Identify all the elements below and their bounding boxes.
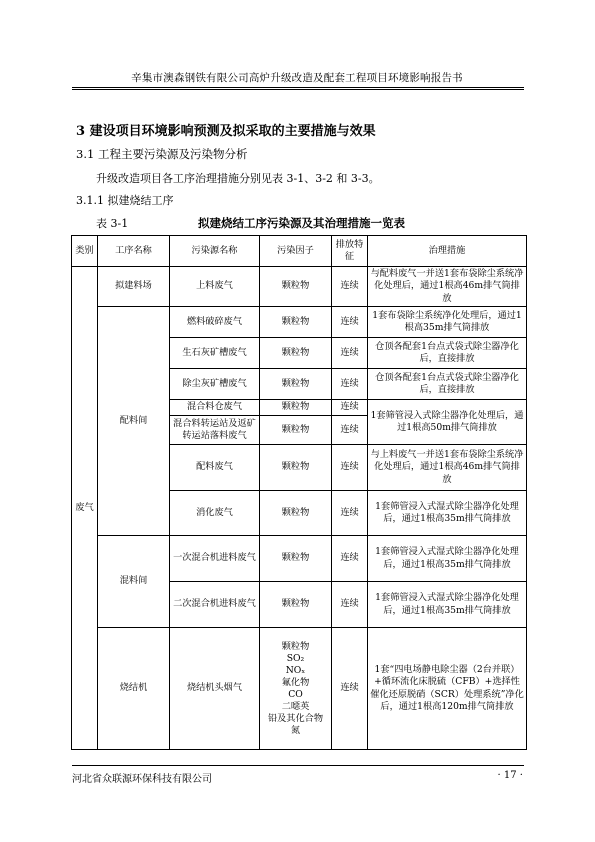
source-cell: 烧结机头烟气 [170,628,260,750]
emit-cell: 连续 [332,307,368,338]
source-cell: 二次混合机进料废气 [170,582,260,628]
emit-cell: 连续 [332,416,368,445]
measure-cell: 1套筛管浸入式除尘器净化处理后，通过1根高50m排气筒排放 [368,400,527,445]
factor-cell: 颗粒物 [260,369,332,400]
source-cell: 配料废气 [170,445,260,491]
col-header: 类别 [72,236,98,267]
source-cell: 上料废气 [170,267,260,307]
emit-cell: 连续 [332,338,368,369]
emit-cell: 连续 [332,445,368,491]
col-header: 污染源名称 [170,236,260,267]
process-cell: 混料间 [98,536,170,628]
emit-cell: 连续 [332,582,368,628]
body-paragraph: 升级改造项目各工序治理措施分别见表 3-1、3-2 和 3-3。 [96,172,380,185]
source-cell: 生石灰矿槽废气 [170,338,260,369]
measure-cell: 1套筛管浸入式湿式除尘器净化处理后，通过1根高35m排气筒排放 [368,582,527,628]
process-cell: 拟建料场 [98,267,170,307]
col-header: 污染因子 [260,236,332,267]
table-row [72,267,527,307]
table-row [72,628,527,750]
measure-cell: 与配料废气一并送1套布袋除尘系统净化处理后，通过1根高46m排气筒排放 [368,267,527,307]
header-rule-2 [72,89,524,90]
measure-cell: 1套筛管浸入式湿式除尘器净化处理后，通过1根高35m排气筒排放 [368,491,527,536]
pollution-source-table [71,235,527,750]
footer-rule [72,765,524,766]
emit-cell: 连续 [332,491,368,536]
process-cell: 烧结机 [98,628,170,750]
col-header: 排放特征 [332,236,368,267]
factor-cell: 颗粒物 [260,338,332,369]
table-row [72,536,527,582]
measure-cell: 1套筛管浸入式湿式除尘器净化处理后，通过1根高35m排气筒排放 [368,536,527,582]
process-cell: 配料间 [98,307,170,536]
table-title: 拟建烧结工序污染源及其治理措施一览表 [198,216,405,230]
factor-cell: 颗粒物 [260,445,332,491]
table-number: 表 3-1 [96,217,129,230]
subsection-heading: 3.1 工程主要污染源及污染物分析 [76,147,248,161]
col-header: 工序名称 [98,236,170,267]
factor-cell: 颗粒物 [260,400,332,416]
table-header-row [72,236,527,267]
measure-cell: 1套“四电场静电除尘器（2台并联）+循环流化床脱硫（CFB）+选择性催化还原脱硝（SCR）处理系统”净化后，通过1根高120m排气筒排放 [368,628,527,750]
source-cell: 混合料仓废气 [170,400,260,416]
source-cell: 消化废气 [170,491,260,536]
header-rule [72,87,524,88]
source-cell: 燃料破碎废气 [170,307,260,338]
factor-cell: 颗粒物 SO₂ NOₓ 氟化物 CO 二噁英 铅及其化合物 氮 [260,628,332,750]
measure-cell: 仓顶各配套1台点式袋式除尘器净化后，直接排放 [368,338,527,369]
factor-cell: 颗粒物 [260,582,332,628]
category-cell: 废气 [72,267,98,750]
emit-cell: 连续 [332,628,368,750]
source-cell: 一次混合机进料废气 [170,536,260,582]
factor-cell: 颗粒物 [260,536,332,582]
source-cell: 除尘灰矿槽废气 [170,369,260,400]
table-row [72,307,527,338]
page-number: · 17 · [497,770,523,781]
measure-cell: 1套布袋除尘系统净化处理后，通过1根高35m排气筒排放 [368,307,527,338]
measure-cell: 与上料废气一并送1套布袋除尘系统净化处理后，通过1根高46m排气筒排放 [368,445,527,491]
emit-cell: 连续 [332,536,368,582]
factor-cell: 颗粒物 [260,416,332,445]
running-header: 辛集市澳森钢铁有限公司高炉升级改造及配套工程项目环境影响报告书 [131,72,463,84]
footer-company: 河北省众联源环保科技有限公司 [72,774,212,785]
emit-cell: 连续 [332,267,368,307]
measure-cell: 仓顶各配套1台点式袋式除尘器净化后，直接排放 [368,369,527,400]
col-header: 治理措施 [368,236,527,267]
subsubsection-heading: 3.1.1 拟建烧结工序 [76,194,174,207]
factor-cell: 颗粒物 [260,307,332,338]
source-cell: 混合料转运站及返矿转运站落料废气 [170,416,260,445]
emit-cell: 连续 [332,400,368,416]
factor-cell: 颗粒物 [260,267,332,307]
emit-cell: 连续 [332,369,368,400]
section-heading: 3 建设项目环境影响预测及拟采取的主要措施与效果 [76,124,376,139]
factor-cell: 颗粒物 [260,491,332,536]
